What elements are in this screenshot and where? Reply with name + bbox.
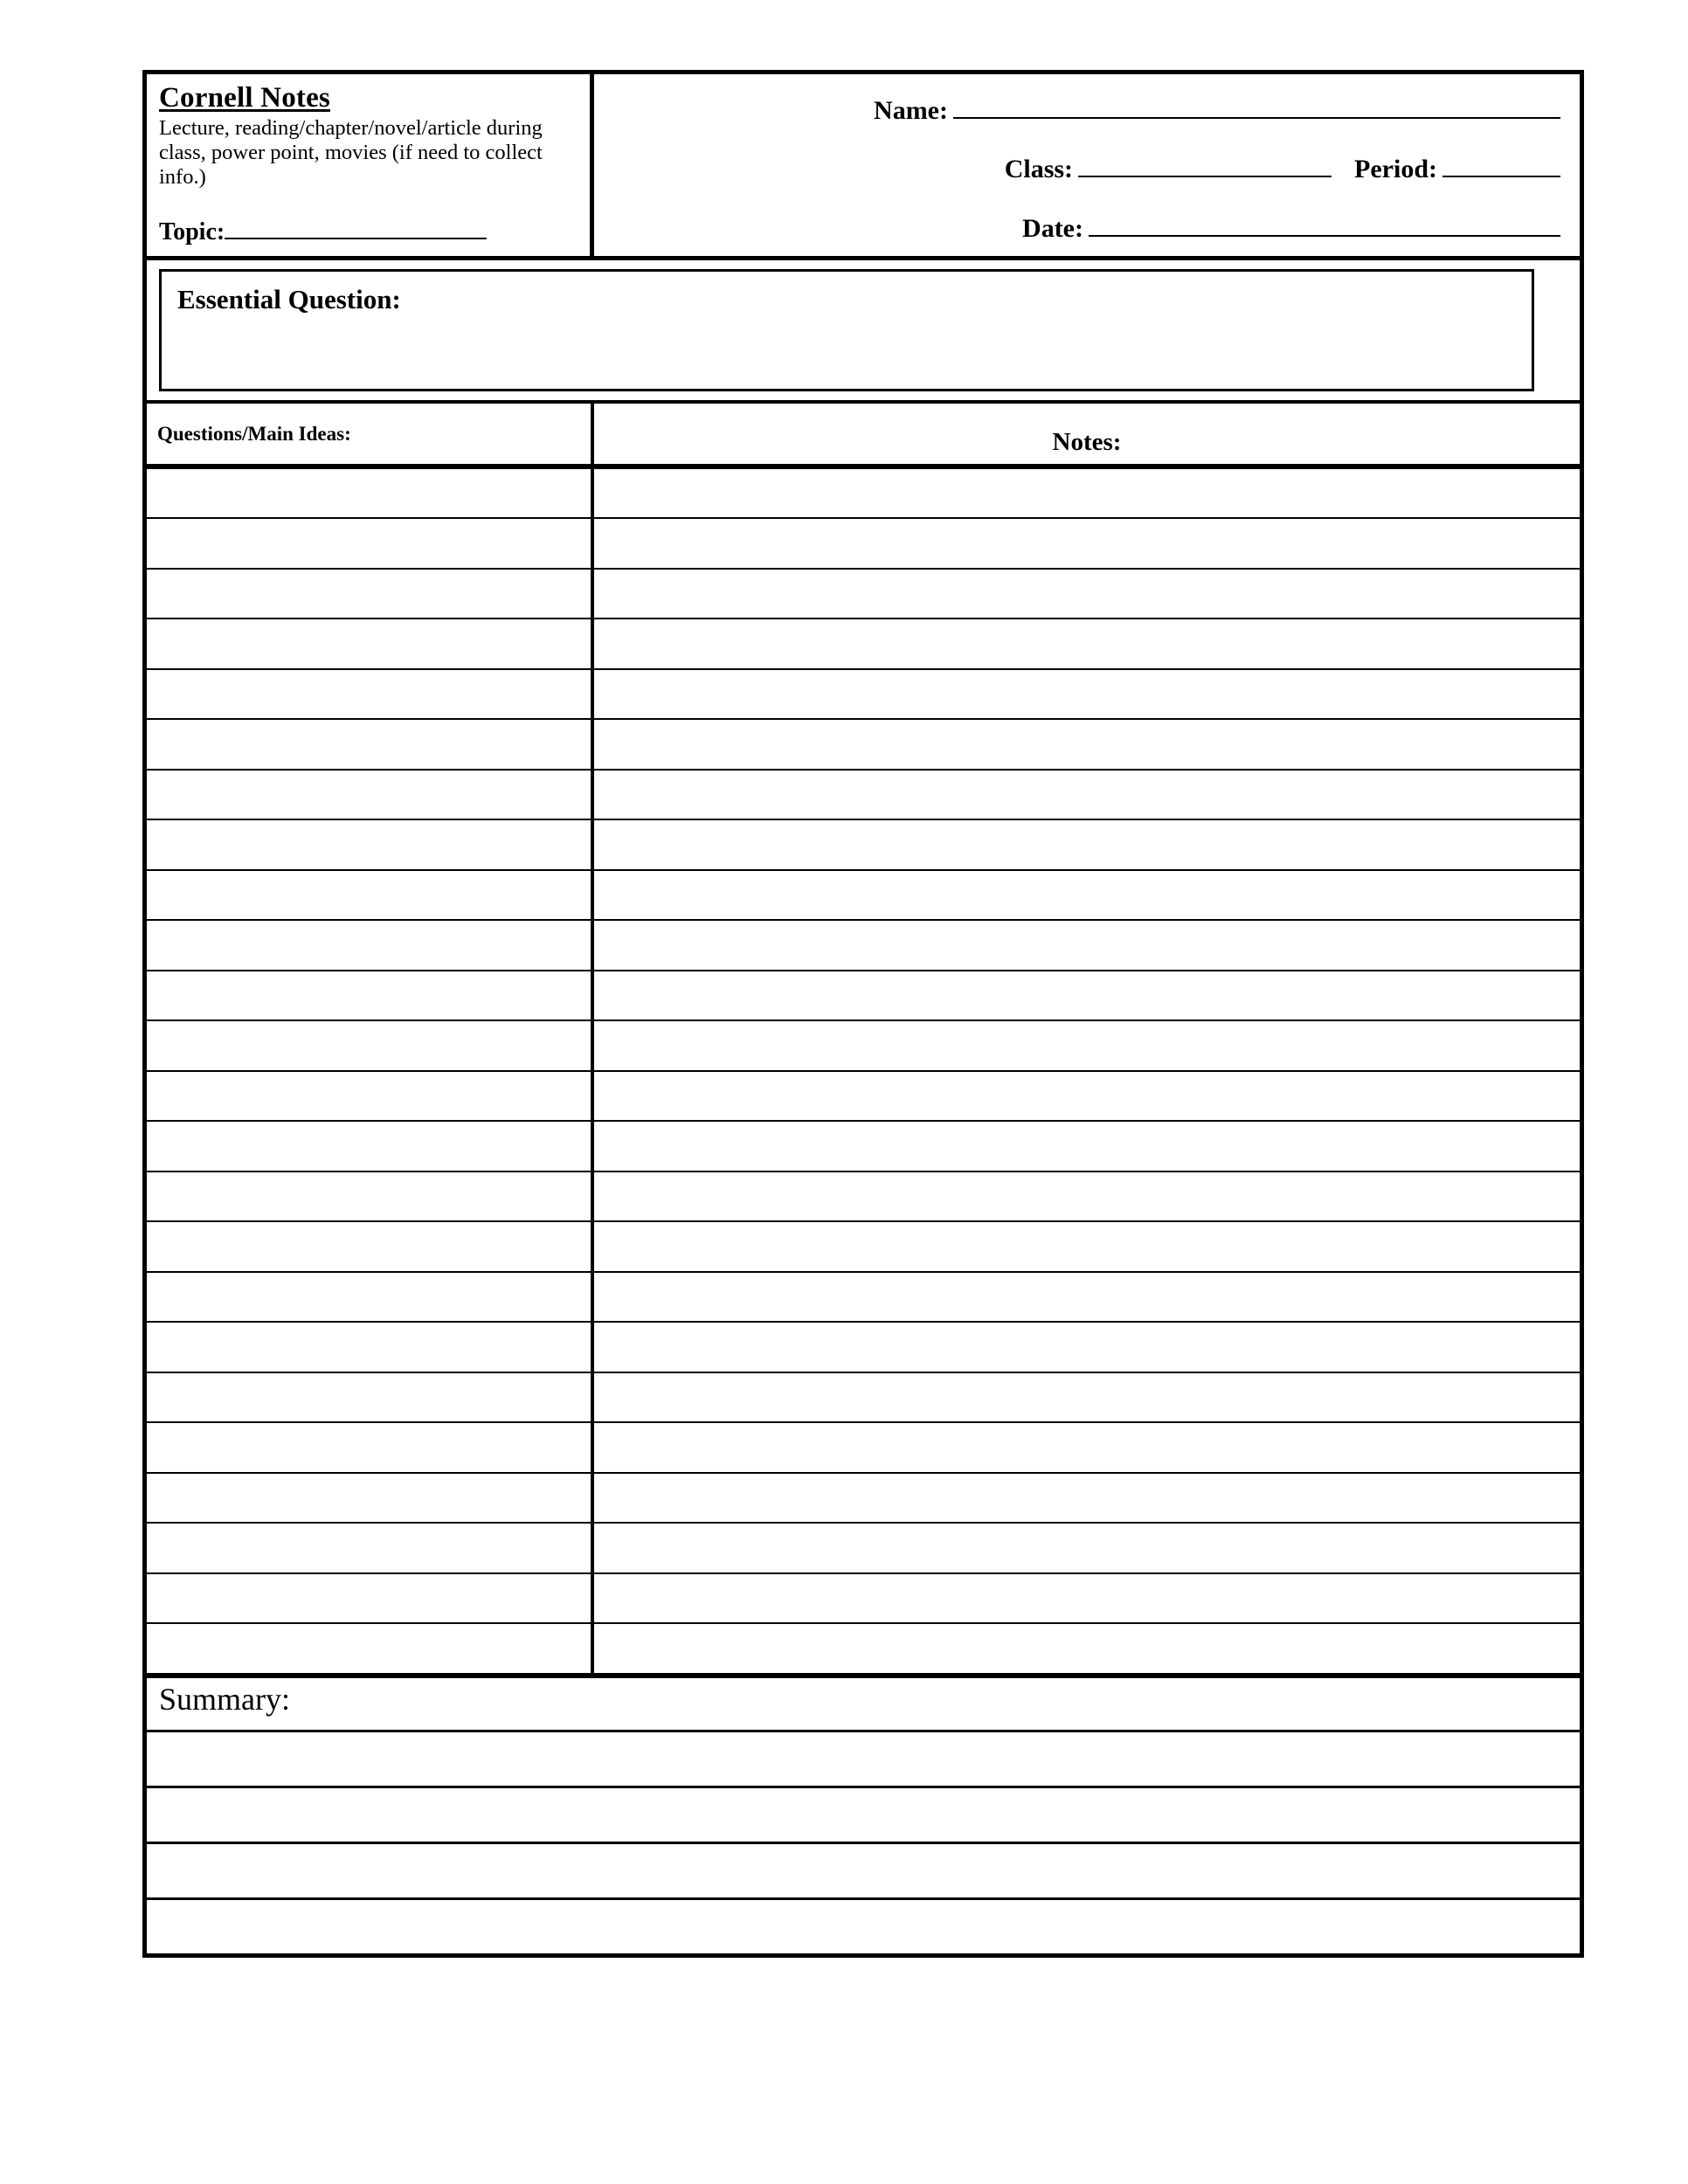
notes-grid <box>147 469 1580 1678</box>
cue-cell[interactable] <box>147 1222 594 1271</box>
class-period-field <box>603 149 1560 185</box>
note-row <box>147 921 1580 971</box>
date-input[interactable] <box>1089 208 1560 237</box>
notes-cell[interactable] <box>594 871 1580 920</box>
note-row <box>147 1072 1580 1123</box>
page-subtitle: Lecture, reading/chapter/novel/article during class, power point, movies (if need to collect info.) <box>159 115 543 190</box>
note-row <box>147 1474 1580 1524</box>
cornell-notes-sheet <box>142 70 1584 1958</box>
topic-field <box>159 213 579 247</box>
cue-cell[interactable] <box>147 720 594 769</box>
cue-cell[interactable] <box>147 771 594 819</box>
note-row <box>147 1273 1580 1324</box>
notes-cell[interactable] <box>594 1574 1580 1623</box>
note-row <box>147 670 1580 721</box>
cue-cell[interactable] <box>147 820 594 869</box>
name-label: Name: <box>874 95 948 125</box>
notes-cell[interactable] <box>594 670 1580 719</box>
notes-cell[interactable] <box>594 1624 1580 1673</box>
cue-cell[interactable] <box>147 1474 594 1523</box>
summary-line[interactable] <box>147 1844 1580 1900</box>
cue-cell[interactable] <box>147 469 594 518</box>
cue-cell[interactable] <box>147 871 594 920</box>
note-row <box>147 1373 1580 1424</box>
notes-cell[interactable] <box>594 1072 1580 1121</box>
class-label: Class: <box>1004 155 1074 184</box>
notes-cell[interactable] <box>594 619 1580 668</box>
name-field <box>603 90 1560 126</box>
note-row <box>147 619 1580 670</box>
notes-cell[interactable] <box>594 1122 1580 1171</box>
student-info-block <box>594 74 1580 256</box>
notes-cell[interactable] <box>594 1273 1580 1322</box>
note-row <box>147 720 1580 771</box>
notes-cell[interactable] <box>594 1423 1580 1472</box>
note-row <box>147 519 1580 570</box>
notes-column-headers <box>147 404 1580 469</box>
cue-cell[interactable] <box>147 1574 594 1623</box>
cue-cell[interactable] <box>147 1072 594 1121</box>
note-row <box>147 1574 1580 1625</box>
period-input[interactable] <box>1442 149 1560 178</box>
notes-cell[interactable] <box>594 1222 1580 1271</box>
notes-cell[interactable] <box>594 519 1580 568</box>
note-row <box>147 820 1580 871</box>
class-input[interactable] <box>1078 149 1332 178</box>
notes-cell[interactable] <box>594 820 1580 869</box>
note-row <box>147 1172 1580 1223</box>
summary-section <box>147 1678 1580 1953</box>
topic-input[interactable] <box>225 213 487 240</box>
notes-cell[interactable] <box>594 1373 1580 1422</box>
date-field <box>603 208 1560 244</box>
notes-cell[interactable] <box>594 1323 1580 1372</box>
cue-cell[interactable] <box>147 570 594 619</box>
summary-line[interactable] <box>147 1788 1580 1844</box>
essential-question-section <box>147 260 1580 404</box>
notes-cell[interactable] <box>594 1172 1580 1221</box>
note-row <box>147 1524 1580 1574</box>
date-label: Date: <box>1022 213 1083 243</box>
notes-cell[interactable] <box>594 1524 1580 1572</box>
cue-cell[interactable] <box>147 519 594 568</box>
note-row <box>147 1021 1580 1072</box>
note-row <box>147 1122 1580 1172</box>
notes-cell[interactable] <box>594 469 1580 518</box>
summary-lines <box>147 1732 1580 1953</box>
notes-cell[interactable] <box>594 570 1580 619</box>
cue-cell[interactable] <box>147 1122 594 1171</box>
header-title-block <box>147 74 594 256</box>
cue-cell[interactable] <box>147 1172 594 1221</box>
notes-cell[interactable] <box>594 771 1580 819</box>
notes-column-header: Notes: <box>1052 427 1122 456</box>
cue-cell[interactable] <box>147 971 594 1020</box>
cue-cell[interactable] <box>147 1323 594 1372</box>
cue-cell[interactable] <box>147 619 594 668</box>
cue-cell[interactable] <box>147 921 594 970</box>
notes-cell[interactable] <box>594 921 1580 970</box>
note-row <box>147 771 1580 821</box>
notes-cell[interactable] <box>594 1474 1580 1523</box>
note-row <box>147 1423 1580 1474</box>
cue-cell[interactable] <box>147 1021 594 1070</box>
cue-column-header: Questions/Main Ideas: <box>147 404 594 464</box>
notes-cell[interactable] <box>594 1021 1580 1070</box>
note-row <box>147 1222 1580 1273</box>
topic-label: Topic: <box>159 218 225 246</box>
summary-title-row <box>147 1678 1580 1732</box>
summary-label: Summary: <box>159 1681 290 1717</box>
essential-question-box[interactable] <box>159 269 1534 391</box>
note-row <box>147 1624 1580 1673</box>
period-label: Period: <box>1354 155 1437 184</box>
cue-cell[interactable] <box>147 1524 594 1572</box>
cue-cell[interactable] <box>147 1423 594 1472</box>
note-row <box>147 871 1580 922</box>
notes-cell[interactable] <box>594 971 1580 1020</box>
notes-cell[interactable] <box>594 720 1580 769</box>
note-row <box>147 570 1580 620</box>
summary-line[interactable] <box>147 1732 1580 1788</box>
name-input[interactable] <box>953 90 1560 119</box>
note-row <box>147 1323 1580 1373</box>
essential-question-label: Essential Question: <box>177 283 401 314</box>
cue-cell[interactable] <box>147 1373 594 1422</box>
note-row <box>147 971 1580 1022</box>
page-header <box>147 74 1580 260</box>
note-row <box>147 469 1580 520</box>
cue-cell[interactable] <box>147 670 594 719</box>
summary-line[interactable] <box>147 1900 1580 1953</box>
cue-cell[interactable] <box>147 1273 594 1322</box>
page-title: Cornell Notes <box>159 82 330 114</box>
cue-cell[interactable] <box>147 1624 594 1673</box>
